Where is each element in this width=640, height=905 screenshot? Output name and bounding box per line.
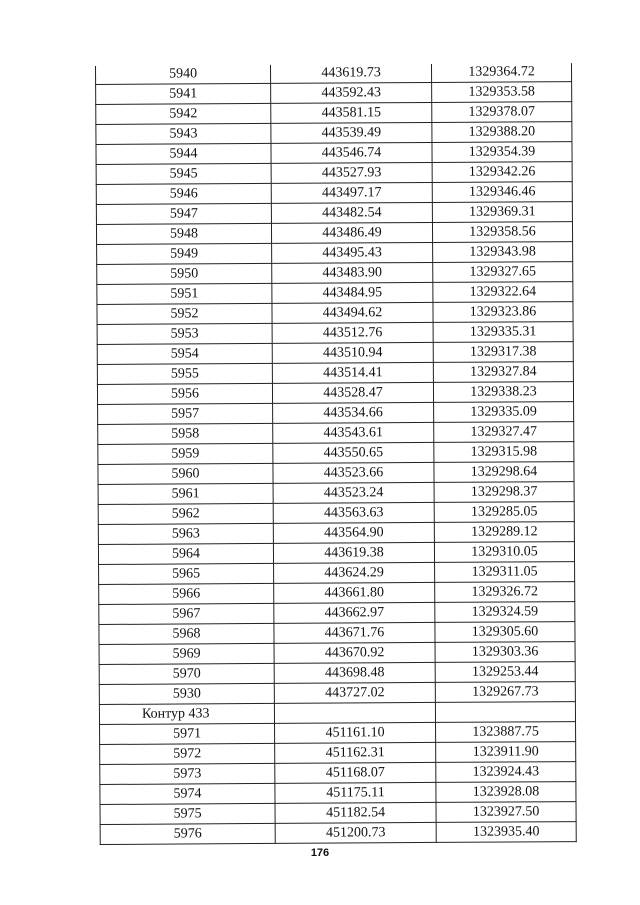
table-row xyxy=(100,822,576,845)
x-coordinate-cell: 443671.76 xyxy=(274,622,435,643)
point-number-cell: 5967 xyxy=(99,603,274,624)
x-coordinate-cell: 443528.47 xyxy=(272,382,433,403)
y-coordinate-cell: 1329310.05 xyxy=(434,542,574,563)
x-coordinate-cell: 443543.61 xyxy=(273,422,434,443)
y-coordinate-cell: 1329335.31 xyxy=(433,322,573,343)
point-number-cell: 5958 xyxy=(98,423,273,444)
point-number-cell: 5954 xyxy=(97,343,272,364)
point-number-cell: 5968 xyxy=(99,623,274,644)
point-number-cell: 5971 xyxy=(100,723,275,744)
x-coordinate-cell: 443534.66 xyxy=(273,402,434,423)
y-coordinate-cell: 1329311.05 xyxy=(435,562,575,583)
point-number-cell: Контур 433 xyxy=(99,703,274,724)
y-coordinate-cell: 1329354.39 xyxy=(432,142,572,163)
y-coordinate-cell: 1329364.72 xyxy=(431,63,571,82)
x-coordinate-cell: 443497.17 xyxy=(271,182,432,203)
x-coordinate-cell: 451168.07 xyxy=(275,762,436,783)
coordinates-table xyxy=(95,63,577,845)
x-coordinate-cell: 443564.90 xyxy=(273,522,434,543)
point-number-cell: 5970 xyxy=(99,663,274,684)
y-coordinate-cell: 1329327.65 xyxy=(433,262,573,283)
x-coordinate-cell: 443539.49 xyxy=(271,122,432,143)
x-coordinate-cell: 451162.31 xyxy=(275,742,436,763)
y-coordinate-cell: 1329324.59 xyxy=(435,602,575,623)
point-number-cell: 5957 xyxy=(98,403,273,424)
point-number-cell: 5946 xyxy=(96,183,271,204)
x-coordinate-cell: 443512.76 xyxy=(272,322,433,343)
x-coordinate-cell: 443523.24 xyxy=(273,482,434,503)
y-coordinate-cell: 1323935.40 xyxy=(436,822,576,843)
point-number-cell: 5948 xyxy=(96,223,271,244)
x-coordinate-cell: 443670.92 xyxy=(274,642,435,663)
point-number-cell: 5947 xyxy=(96,203,271,224)
x-coordinate-cell: 443494.62 xyxy=(272,302,433,323)
y-coordinate-cell: 1329378.07 xyxy=(432,102,572,123)
y-coordinate-cell: 1329358.56 xyxy=(432,222,572,243)
x-coordinate-cell: 443484.95 xyxy=(272,282,433,303)
x-coordinate-cell: 443486.49 xyxy=(271,222,432,243)
y-coordinate-cell: 1329322.64 xyxy=(433,282,573,303)
y-coordinate-cell: 1329338.23 xyxy=(433,382,573,403)
x-coordinate-cell: 443698.48 xyxy=(274,662,435,683)
point-number-cell: 5963 xyxy=(98,523,273,544)
x-coordinate-cell: 451161.10 xyxy=(275,722,436,743)
x-coordinate-cell: 443661.80 xyxy=(274,582,435,603)
y-coordinate-cell: 1329346.46 xyxy=(432,182,572,203)
x-coordinate-cell: 443510.94 xyxy=(272,342,433,363)
y-coordinate-cell: 1329327.47 xyxy=(434,422,574,443)
x-coordinate-cell: 443581.15 xyxy=(271,102,432,123)
x-coordinate-cell: 443550.65 xyxy=(273,442,434,463)
point-number-cell: 5959 xyxy=(98,443,273,464)
x-coordinate-cell: 443619.38 xyxy=(273,542,434,563)
coordinates-table-body xyxy=(95,63,576,844)
point-number-cell: 5974 xyxy=(100,783,275,804)
point-number-cell: 5951 xyxy=(97,283,272,304)
point-number-cell: 5942 xyxy=(96,103,271,124)
y-coordinate-cell: 1323924.43 xyxy=(436,762,576,783)
x-coordinate-cell: 443483.90 xyxy=(272,262,433,283)
x-coordinate-cell: 443527.93 xyxy=(271,162,432,183)
y-coordinate-cell: 1329327.84 xyxy=(433,362,573,383)
x-coordinate-cell: 443495.43 xyxy=(272,242,433,263)
y-coordinate-cell: 1329353.58 xyxy=(432,82,572,103)
x-coordinate-cell: 451175.11 xyxy=(275,782,436,803)
y-coordinate-cell: 1329253.44 xyxy=(435,662,575,683)
point-number-cell: 5969 xyxy=(99,643,274,664)
table-row xyxy=(95,63,571,84)
y-coordinate-cell: 1329342.26 xyxy=(432,162,572,183)
point-number-cell: 5962 xyxy=(98,503,273,524)
point-number-cell: 5964 xyxy=(98,543,273,564)
point-number-cell: 5953 xyxy=(97,323,272,344)
x-coordinate-cell: 443727.02 xyxy=(274,682,435,703)
y-coordinate-cell: 1323911.90 xyxy=(436,742,576,763)
y-coordinate-cell: 1329315.98 xyxy=(434,442,574,463)
point-number-cell: 5944 xyxy=(96,143,271,164)
y-coordinate-cell: 1329323.86 xyxy=(433,302,573,323)
x-coordinate-cell: 443563.63 xyxy=(273,502,434,523)
point-number-cell: 5930 xyxy=(99,683,274,704)
point-number-cell: 5941 xyxy=(96,83,271,104)
x-coordinate-cell: 443514.41 xyxy=(272,362,433,383)
point-number-cell: 5961 xyxy=(98,483,273,504)
x-coordinate-cell: 443523.66 xyxy=(273,462,434,483)
point-number-cell: 5973 xyxy=(100,763,275,784)
point-number-cell: 5976 xyxy=(100,823,275,844)
page-number: 176 xyxy=(310,847,330,859)
point-number-cell: 5950 xyxy=(97,263,272,284)
y-coordinate-cell: 1329303.36 xyxy=(435,642,575,663)
y-coordinate-cell: 1329267.73 xyxy=(435,682,575,703)
point-number-cell: 5956 xyxy=(97,383,272,404)
y-coordinate-cell: 1329298.37 xyxy=(434,482,574,503)
point-number-cell: 5975 xyxy=(100,803,275,824)
y-coordinate-cell: 1323928.08 xyxy=(436,782,576,803)
x-coordinate-cell: 451200.73 xyxy=(275,822,436,843)
point-number-cell: 5945 xyxy=(96,163,271,184)
point-number-cell: 5966 xyxy=(99,583,274,604)
y-coordinate-cell: 1329317.38 xyxy=(433,342,573,363)
y-coordinate-cell: 1323887.75 xyxy=(436,722,576,743)
y-coordinate-cell: 1323927.50 xyxy=(436,802,576,823)
point-number-cell: 5965 xyxy=(99,563,274,584)
y-coordinate-cell: 1329305.60 xyxy=(435,622,575,643)
y-coordinate-cell: 1329298.64 xyxy=(434,462,574,483)
point-number-cell: 5949 xyxy=(97,243,272,264)
point-number-cell: 5952 xyxy=(97,303,272,324)
x-coordinate-cell: 443592.43 xyxy=(271,82,432,103)
x-coordinate-cell: 443624.29 xyxy=(274,562,435,583)
point-number-cell: 5940 xyxy=(95,65,270,85)
y-coordinate-cell: 1329326.72 xyxy=(435,582,575,603)
x-coordinate-cell: 443546.74 xyxy=(271,142,432,163)
x-coordinate-cell xyxy=(274,702,435,723)
y-coordinate-cell: 1329388.20 xyxy=(432,122,572,143)
point-number-cell: 5955 xyxy=(97,363,272,384)
y-coordinate-cell: 1329285.05 xyxy=(434,502,574,523)
y-coordinate-cell: 1329369.31 xyxy=(432,202,572,223)
point-number-cell: 5943 xyxy=(96,123,271,144)
x-coordinate-cell: 451182.54 xyxy=(275,802,436,823)
x-coordinate-cell: 443482.54 xyxy=(271,202,432,223)
point-number-cell: 5972 xyxy=(100,743,275,764)
point-number-cell: 5960 xyxy=(98,463,273,484)
x-coordinate-cell: 443662.97 xyxy=(274,602,435,623)
y-coordinate-cell: 1329289.12 xyxy=(434,522,574,543)
y-coordinate-cell xyxy=(435,702,575,723)
x-coordinate-cell: 443619.73 xyxy=(270,64,431,83)
y-coordinate-cell: 1329343.98 xyxy=(433,242,573,263)
y-coordinate-cell: 1329335.09 xyxy=(434,402,574,423)
